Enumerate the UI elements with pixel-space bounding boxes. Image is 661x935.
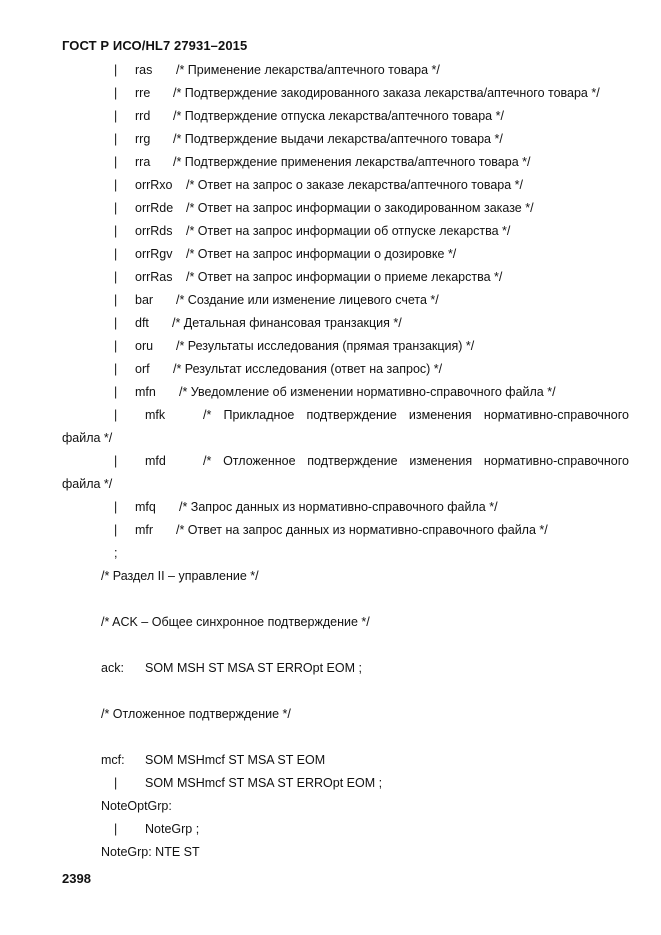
rule-body: SOM MSHmcf ST MSA ST EOM — [145, 753, 326, 767]
message-code: orrRde — [135, 201, 174, 215]
message-code: rra — [135, 155, 151, 169]
alt-bar: | — [114, 201, 118, 215]
rule-body: SOM MSH ST MSA ST ERROpt EOM ; — [145, 661, 362, 675]
message-comment: /* Детальная финансовая транзакция */ — [172, 316, 402, 330]
message-comment: /* Применение лекарства/аптечного товара */ — [176, 63, 440, 77]
message-comment: /* Ответ на запрос данных из нормативно-справочного файла */ — [176, 523, 548, 537]
message-comment: /* Создание или изменение лицевого счета */ — [176, 293, 439, 307]
terminator: ; — [114, 546, 118, 560]
message-comment: /* Прикладное подтверждение изменения нормативно-справочного — [203, 408, 629, 422]
message-code: orrRgv — [135, 247, 173, 261]
message-code: oru — [135, 339, 154, 353]
message-comment: /* Уведомление об изменении нормативно-справочного файла */ — [179, 385, 556, 399]
noteopt-label: NoteOptGrp: — [101, 799, 172, 813]
message-code: mfq — [135, 500, 156, 514]
message-code: mfd — [145, 454, 166, 468]
alt-bar: | — [114, 316, 118, 330]
page-number: 2398 — [62, 871, 91, 886]
message-comment: /* Результаты исследования (прямая транзакция) */ — [176, 339, 475, 353]
message-comment: /* Отложенное подтверждение изменения нормативно-справочного — [203, 454, 629, 468]
message-code: mfk — [145, 408, 166, 422]
ack-comment: /* ACK – Общее синхронное подтверждение */ — [101, 615, 370, 629]
alt-bar: | — [114, 155, 118, 169]
alt-bar: | — [114, 247, 118, 261]
message-code: rrg — [135, 132, 151, 146]
section-comment: /* Раздел II – управление */ — [101, 569, 259, 583]
message-code: bar — [135, 293, 154, 307]
message-comment: /* Подтверждение применения лекарства/аптечного товара */ — [173, 155, 531, 169]
alt-bar: | — [114, 109, 118, 123]
rule-body: SOM MSHmcf ST MSA ST ERROpt EOM ; — [145, 776, 383, 790]
message-comment: /* Ответ на запрос информации о приеме лекарства */ — [186, 270, 503, 284]
message-code: rre — [135, 86, 151, 100]
comment-continuation: файла */ — [62, 477, 113, 491]
message-comment: /* Запрос данных из нормативно-справочного файла */ — [179, 500, 498, 514]
message-code: mfn — [135, 385, 156, 399]
message-code: ras — [135, 63, 153, 77]
message-comment: /* Подтверждение выдачи лекарства/аптечного товара */ — [173, 132, 503, 146]
alt-bar: | — [114, 132, 118, 146]
alt-bar: | — [114, 362, 118, 376]
message-comment: /* Ответ на запрос о заказе лекарства/аптечного товара */ — [186, 178, 523, 192]
notegrp-rule: NoteGrp: NTE ST — [101, 845, 200, 859]
alt-bar: | — [114, 454, 118, 468]
message-code: dft — [135, 316, 149, 330]
message-comment: /* Подтверждение отпуска лекарства/аптечного товара */ — [173, 109, 504, 123]
message-code: orrRds — [135, 224, 173, 238]
message-comment: /* Ответ на запрос информации об отпуске лекарства */ — [186, 224, 511, 238]
message-comment: /* Ответ на запрос информации о закодированном заказе */ — [186, 201, 534, 215]
alt-bar: | — [114, 63, 118, 77]
rule-body: NoteGrp ; — [145, 822, 200, 836]
alt-bar: | — [114, 408, 118, 422]
alt-bar: | — [114, 178, 118, 192]
alt-bar: | — [114, 339, 118, 353]
alt-bar: | — [114, 385, 118, 399]
message-comment: /* Результат исследования (ответ на запрос) */ — [173, 362, 443, 376]
alt-bar: | — [114, 776, 118, 790]
rule-label: mcf: — [101, 753, 125, 767]
alt-bar: | — [114, 86, 118, 100]
alt-bar: | — [114, 500, 118, 514]
alt-bar: | — [114, 822, 118, 836]
message-code: orrRxo — [135, 178, 173, 192]
alt-bar: | — [114, 270, 118, 284]
alt-bar: | — [114, 523, 118, 537]
rule-label: ack: — [101, 661, 124, 675]
message-code: mfr — [135, 523, 154, 537]
message-code: orrRas — [135, 270, 173, 284]
message-code: orf — [135, 362, 150, 376]
deferred-comment: /* Отложенное подтверждение */ — [101, 707, 291, 721]
alt-bar: | — [114, 293, 118, 307]
document-header: ГОСТ Р ИСО/HL7 27931–2015 — [62, 38, 248, 53]
message-comment: /* Ответ на запрос информации о дозировке */ — [186, 247, 457, 261]
alt-bar: | — [114, 224, 118, 238]
message-comment: /* Подтверждение закодированного заказа лекарства/аптечного товара */ — [173, 86, 600, 100]
comment-continuation: файла */ — [62, 431, 113, 445]
message-code: rrd — [135, 109, 151, 123]
